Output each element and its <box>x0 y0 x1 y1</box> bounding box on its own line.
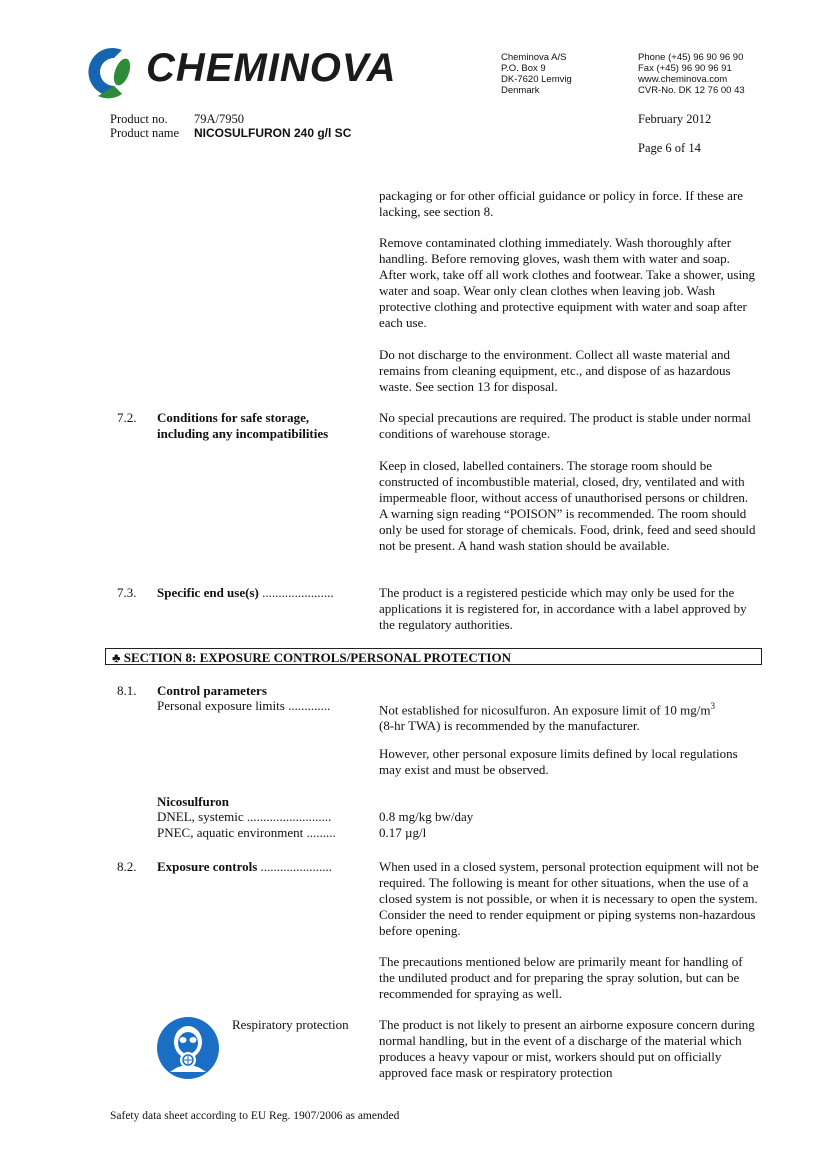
paragraph: The product is not likely to present an airborne exposure concern during normal handling, but in the event of a discharge of the material which produces a heavy vapour or mist, workers should put on officially approved face mask or respiratory protection <box>379 1017 755 1080</box>
paragraph: packaging or for other official guidance or policy in force. If these are lacking, see section 8. <box>379 188 743 219</box>
subheading: Personal exposure limits ............. <box>157 698 331 713</box>
fax: Fax (+45) 96 90 96 91 <box>638 63 732 74</box>
section-number: 8.2. <box>117 859 137 874</box>
address-line: P.O. Box 9 <box>501 63 546 74</box>
substance-name: Nicosulfuron <box>157 794 229 809</box>
paragraph: Keep in closed, labelled containers. The storage room should be constructed of incombustible material, closed, dry, ventilated and with impermeable floor, without access of unauthorised persons or children. A warning sign reading “POISON” is recommended. The room should only be used for storage of chemicals. Food, drink, feed and seed should not be present. A hand wash station should be available. <box>379 458 756 553</box>
section-number: 7.2. <box>117 410 137 425</box>
paragraph: Remove contaminated clothing immediately. Wash thoroughly after handling. Before removing gloves, wash them with water and soap. After work, take off all work clothes and footwear. Take a shower, using water and soap. Wear only clean clothes when leaving job. Wash protective clothing and protective equipment with water and soap after each use. <box>379 235 756 330</box>
phone: Phone (+45) 96 90 96 90 <box>638 52 744 63</box>
address-line: Cheminova A/S <box>501 52 567 63</box>
section-heading: Specific end use(s) ...................... <box>157 585 334 600</box>
product-name: NICOSULFURON 240 g/l SC <box>194 126 352 140</box>
paragraph: When used in a closed system, personal protection equipment will not be required. The following is meant for other situations, when the use of a closed system is not possible, or when it is necessary to open the system. Consider the need to render equipment or piping systems non-hazardous before opening. <box>379 859 759 938</box>
section-heading: Control parameters <box>157 683 267 698</box>
section-number: 7.3. <box>117 585 137 600</box>
text-run: (8-hr TWA) is recommended by the manufacturer. <box>379 718 640 734</box>
section-heading: Exposure controls ...................... <box>157 859 333 874</box>
address-line: Denmark <box>501 85 540 96</box>
section-8-header: ♣ SECTION 8: EXPOSURE CONTROLS/PERSONAL PROTECTION <box>105 648 762 665</box>
product-name-label: Product name <box>110 126 180 140</box>
company-contact <box>638 52 745 96</box>
paragraph: The precautions mentioned below are primarily meant for handling of the undiluted product and for preparing the spray solution, but can be recommended for spraying as well. <box>379 954 743 1001</box>
company-address <box>501 52 572 96</box>
respirator-mask-icon <box>156 1016 220 1080</box>
page-number: Page 6 of 14 <box>638 141 701 155</box>
footer-text: Safety data sheet according to EU Reg. 1907/2006 as amended <box>110 1110 400 1122</box>
respiratory-protection-label: Respiratory protection <box>232 1017 349 1032</box>
section-number: 8.1. <box>117 683 137 698</box>
dnel-label: DNEL, systemic .......................... <box>157 809 332 824</box>
paragraph <box>379 698 759 734</box>
pnec-value: 0.17 µg/l <box>379 825 427 840</box>
text-run: Not established for nicosulfuron. An exposure limit of 10 mg/m <box>379 702 711 718</box>
website-link[interactable]: www.cheminova.com <box>638 74 728 85</box>
paragraph: No special precautions are required. The product is stable under normal conditions of warehouse storage. <box>379 410 751 441</box>
address-line: DK-7620 Lemvig <box>501 74 572 85</box>
pnec-label: PNEC, aquatic environment ......... <box>157 825 336 840</box>
superscript: 3 <box>710 701 715 711</box>
section-heading: Conditions for safe storage, including any incompatibilities <box>157 410 329 441</box>
cvr-number: CVR-No. DK 12 76 00 43 <box>638 85 745 96</box>
brand-name: CHEMINOVA <box>146 46 397 90</box>
product-no: 79A/7950 <box>194 112 244 126</box>
paragraph: Do not discharge to the environment. Collect all waste material and remains from cleaning equipment, etc., and dispose of as hazardous waste. See section 13 for disposal. <box>379 347 731 394</box>
paragraph: The product is a registered pesticide which may only be used for the applications it is registered for, in accordance with a label approved by the regulatory authorities. <box>379 585 747 632</box>
cheminova-logo-icon <box>78 44 142 100</box>
paragraph: However, other personal exposure limits defined by local regulations may exist and must be observed. <box>379 746 738 777</box>
product-no-label: Product no. <box>110 112 168 126</box>
dnel-value: 0.8 mg/kg bw/day <box>379 809 474 824</box>
document-date: February 2012 <box>638 112 712 126</box>
